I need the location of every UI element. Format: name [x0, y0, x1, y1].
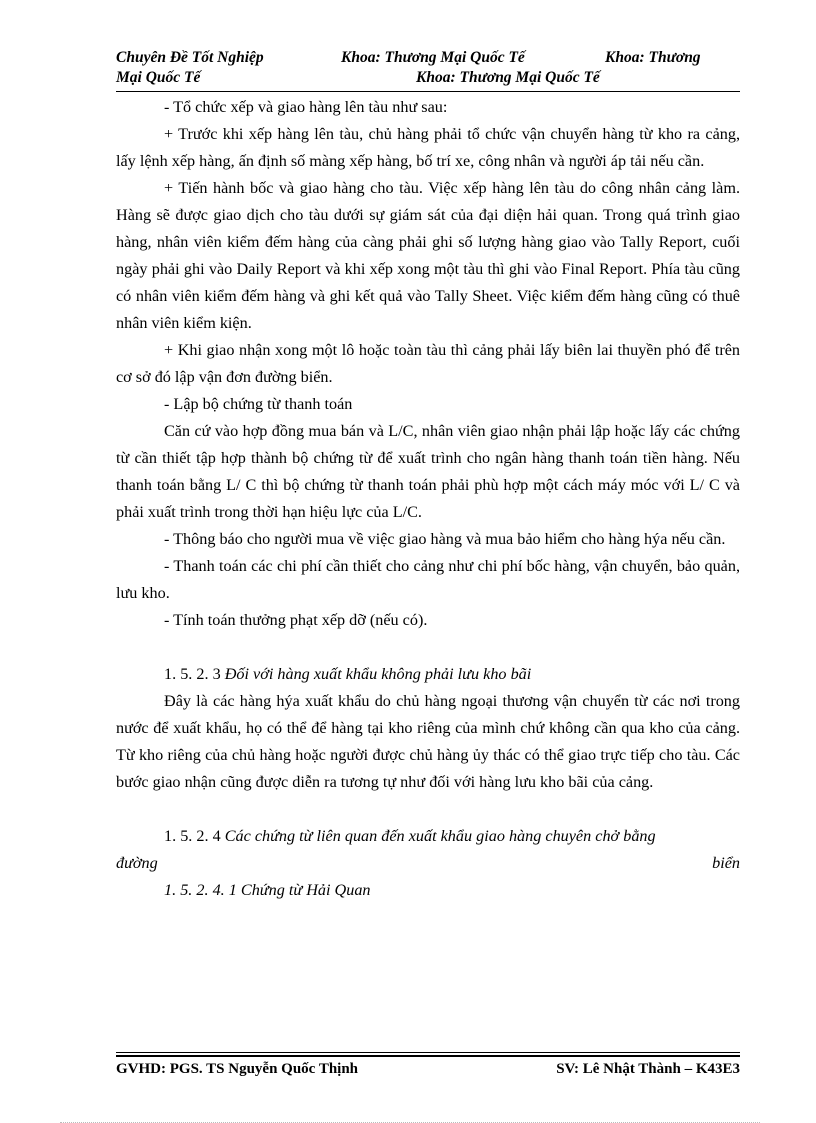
page-header [116, 48, 740, 88]
section-heading [116, 661, 740, 688]
page-footer [116, 1059, 740, 1079]
section-number: 1. 5. 2. 4 [164, 827, 221, 845]
footer-divider [116, 1052, 740, 1053]
paragraph: Căn cứ vào hợp đồng mua bán và L/C, nhân viên giao nhận phải lập hoặc lấy các chứng từ cần thiết tập hợp thành bộ chứng từ để xuất trình cho ngân hàng thanh toán tiền hàng. Nếu thanh toán bằng L/ C thì bộ chứng từ thanh toán phải phù hợp một cách máy móc với L/ C và phải xuất trình trong thời hạn hiệu lực của L/C. [116, 422, 740, 521]
paragraph: + Trước khi xếp hàng lên tàu, chủ hàng phải tổ chức vận chuyển hàng từ kho ra cảng, lấy lệnh xếp hàng, ấn định số màng xếp hàng, bố trí xe, công nhân và người áp tải nếu cần. [116, 125, 740, 170]
footer-divider-thick [116, 1055, 740, 1057]
section-heading [116, 823, 740, 850]
section-title-end-right: biển [712, 854, 740, 872]
paragraph: - Thanh toán các chi phí cần thiết cho cảng như chi phí bốc hàng, vận chuyển, bảo quản, lưu kho. [116, 557, 740, 602]
paragraph: - Lập bộ chứng từ thanh toán [164, 395, 353, 413]
header-left: Chuyên Đề Tốt Nghiệp [116, 49, 264, 66]
paragraph: - Thông báo cho người mua về việc giao hàng và mua bảo hiểm cho hàng hýa nếu cần. [164, 530, 726, 548]
header-left-cont: Mại Quốc Tế [116, 69, 201, 86]
paragraph: + Tiến hành bốc và giao hàng cho tàu. Việc xếp hàng lên tàu do công nhân cảng làm. Hàng sẽ được giao dịch cho tàu dưới sự giám sát của đại diện hải quan. Trong quá trình giao hàng, nhân viên kiểm đếm hàng của càng phải ghi số lượng hàng giao vào Tally Report, cuối ngày phải ghi vào Daily Report và khi xếp xong một tàu thì ghi vào Final Report. Phía tàu cũng có nhân viên kiểm đếm hàng và ghi kết quả vào Tally Sheet. Việc kiểm đếm hàng cũng có thuê nhân viên kiểm kiện. [116, 179, 740, 332]
paragraph: - Tổ chức xếp và giao hàng lên tàu như sau: [164, 98, 448, 116]
document-body [116, 94, 740, 904]
section-title: Các chứng từ liên quan đến xuất khẩu giao hàng chuyên chở bằng [224, 827, 656, 845]
header-mid-2: Khoa: Thương Mại Quốc Tế [416, 69, 600, 86]
paragraph: + Khi giao nhận xong một lô hoặc toàn tàu thì cảng phải lấy biên lai thuyền phó để trên cơ sở đó lập vận đơn đường biển. [116, 341, 740, 386]
section-title: Đối với hàng xuất khẩu không phải lưu kho bãi [224, 665, 532, 683]
paragraph: Đây là các hàng hýa xuất khẩu do chủ hàng ngoại thương vận chuyển từ các nơi trong nước để xuất khẩu, họ có thể để hàng tại kho riêng của mình chứ không cần qua kho của cảng. Từ kho riêng của chủ hàng hoặc người được chủ hàng ủy thác có thể giao trực tiếp cho tàu. Các bước giao nhận cũng được diễn ra tương tự như đối với hàng lưu kho bãi của cảng. [116, 692, 740, 791]
header-mid: Khoa: Thương Mại Quốc Tế [341, 49, 525, 66]
section-number: 1. 5. 2. 3 [164, 665, 221, 683]
subsection-heading: 1. 5. 2. 4. 1 Chứng từ Hải Quan [164, 881, 371, 899]
footer-student: SV: Lê Nhật Thành – K43E3 [556, 1061, 740, 1077]
section-title-continuation [116, 850, 740, 877]
footer-advisor: GVHD: PGS. TS Nguyễn Quốc Thịnh [116, 1061, 359, 1077]
paragraph: - Tính toán thưởng phạt xếp dỡ (nếu có). [164, 611, 428, 629]
section-title-end-left: đường [116, 854, 158, 872]
header-divider [116, 91, 740, 92]
header-right: Khoa: Thương [605, 49, 701, 66]
